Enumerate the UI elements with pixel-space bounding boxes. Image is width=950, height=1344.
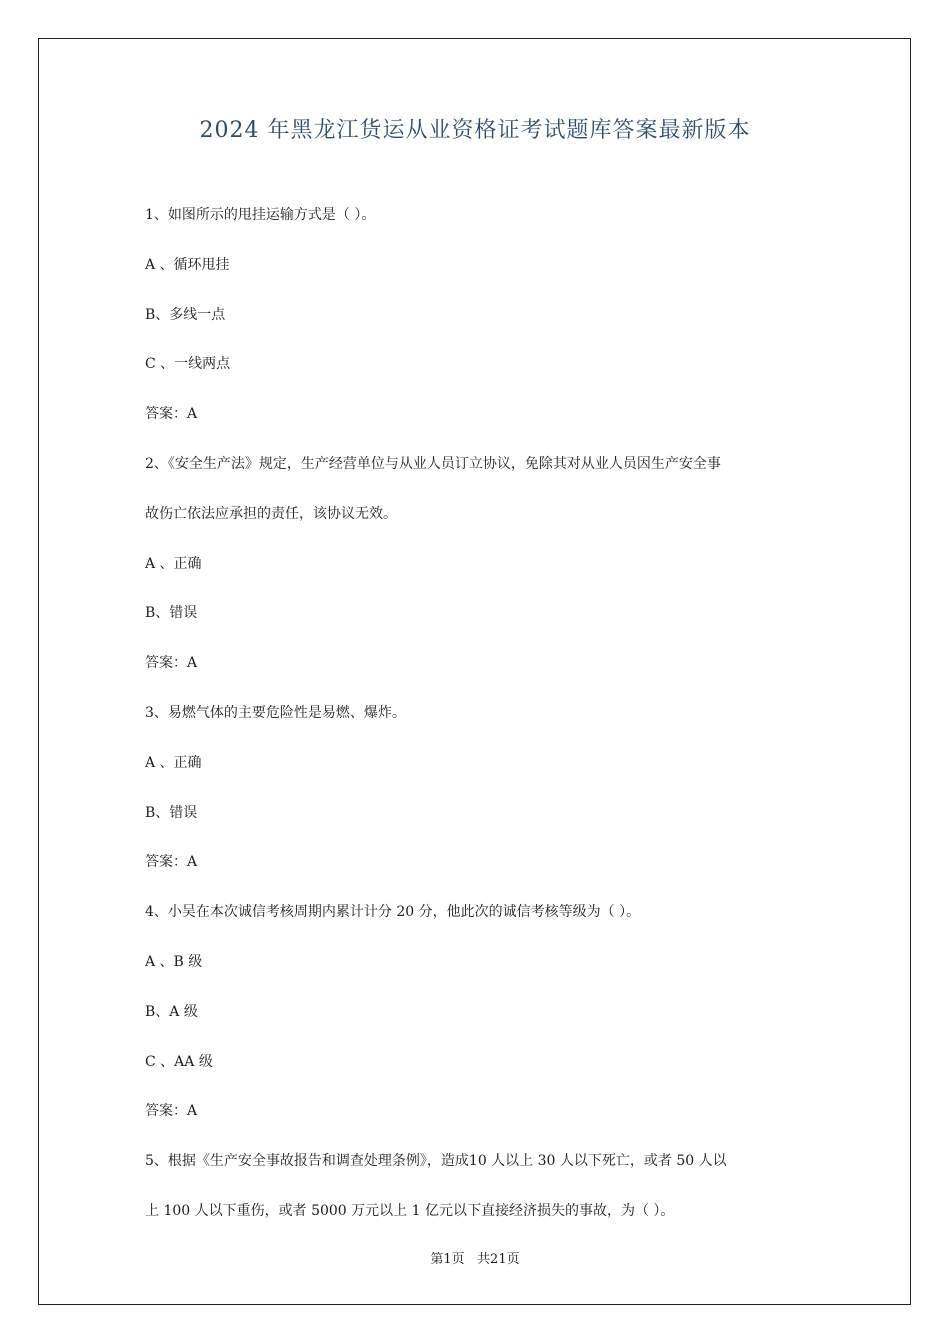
question-1-answer: 答案：A <box>145 406 198 423</box>
question-1-option-b: B、多线一点 <box>145 306 226 323</box>
document-title: 2024 年黑龙江货运从业资格证考试题库答案最新版本 <box>199 118 751 143</box>
page-number-footer: 第1页 共21页 <box>430 1252 520 1267</box>
question-list <box>145 200 815 1246</box>
question-5-stem: 5、根据《生产安全事故报告和调查处理条例》，造成10 人以上 30 人以下死亡，或者 50 人以 <box>145 1153 727 1170</box>
question-5-stem-continued: 上 100 人以下重伤，或者 5000 万元以上 1 亿元以下直接经济损失的事故，为（ ）。 <box>145 1202 675 1219</box>
question-4-option-b: B、A 级 <box>145 1003 198 1020</box>
question-1-option-c: C 、一线两点 <box>145 356 231 373</box>
question-4-option-a: A 、B 级 <box>145 953 203 970</box>
question-2-stem-continued: 故伤亡依法应承担的责任，该协议无效。 <box>145 505 397 522</box>
question-2-stem: 2、《安全生产法》规定，生产经营单位与从业人员订立协议，免除其对从业人员因生产安全事 <box>145 455 721 472</box>
question-4-answer: 答案：A <box>145 1103 198 1120</box>
question-2-option-b: B、错误 <box>145 605 198 622</box>
question-3-stem: 3、易燃气体的主要危险性是易燃、爆炸。 <box>145 704 406 721</box>
question-2-answer: 答案：A <box>145 655 198 672</box>
question-3-option-b: B、错误 <box>145 804 198 821</box>
question-1-stem: 1、如图所示的甩挂运输方式是（ ）。 <box>145 207 376 223</box>
question-1-option-a: A 、循环甩挂 <box>145 256 230 273</box>
question-3-answer: 答案：A <box>145 854 198 871</box>
question-3-option-a: A 、正确 <box>145 754 202 771</box>
question-4-option-c: C 、AA 级 <box>145 1053 213 1070</box>
question-4-stem: 4、小吴在本次诚信考核周期内累计计分 20 分，他此次的诚信考核等级为（ ）。 <box>145 904 641 921</box>
question-2-option-a: A 、正确 <box>145 555 202 572</box>
